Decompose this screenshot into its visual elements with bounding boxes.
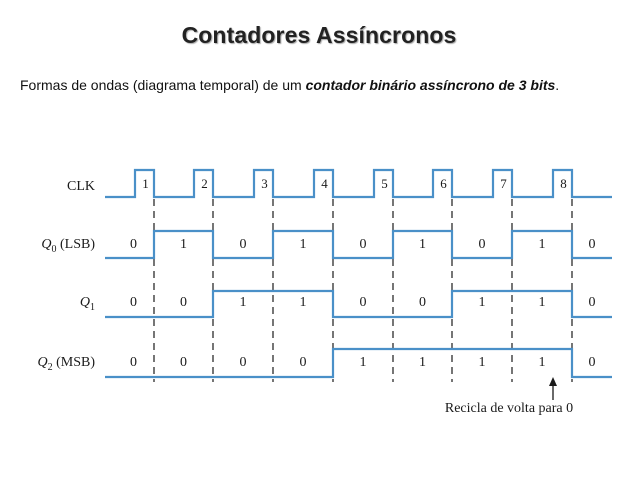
state-bit: 1 [538, 237, 546, 252]
state-bit: 1 [478, 295, 486, 310]
state-bit: 1 [239, 295, 247, 310]
clk-pulse-number: 4 [321, 176, 328, 191]
state-bit: 0 [359, 237, 367, 252]
q0-label: $Q_0$ (LSB) [41, 237, 95, 255]
state-bit: 0 [180, 355, 187, 370]
description-end: . [555, 77, 560, 93]
clk-label: CLK [67, 179, 95, 194]
state-bit: 1 [359, 355, 367, 370]
state-bit: 0 [130, 355, 137, 370]
state-bit: 0 [588, 355, 596, 370]
state-bit: 0 [359, 295, 367, 310]
state-bit: 0 [130, 237, 137, 252]
recycle-note: Recicla de volta para 0 [444, 401, 574, 416]
clk-pulse-number: 3 [261, 176, 268, 191]
clk-waveform [105, 170, 612, 197]
state-bit: 1 [419, 237, 426, 252]
clk-pulse-number: 6 [440, 176, 447, 191]
description-text: Formas de ondas (diagrama temporal) de um [20, 77, 306, 93]
slide-title: Contadores Assíncronos [181, 22, 457, 48]
state-bit: 0 [299, 355, 307, 370]
state-bit: 1 [299, 295, 307, 310]
recycle-arrow [549, 377, 557, 400]
state-bit: 1 [299, 237, 307, 252]
state-bit: 1 [180, 237, 187, 252]
state-bit: 0 [588, 295, 596, 310]
state-bit: 1 [538, 295, 546, 310]
clk-pulse-number: 1 [142, 176, 149, 191]
clk-pulse-number: 7 [500, 176, 507, 191]
state-bit: 0 [239, 237, 247, 252]
state-bit: 1 [478, 355, 486, 370]
state-bit: 1 [419, 355, 426, 370]
waveforms [105, 170, 612, 377]
clock-pulse-numbers [142, 176, 567, 191]
state-bit: 0 [180, 295, 187, 310]
q1-label: $Q_1$ [79, 295, 95, 313]
state-bit: 0 [588, 237, 596, 252]
clk-pulse-number: 8 [560, 176, 567, 191]
description-emphasis: contador binário assíncrono de 3 bits [305, 77, 556, 93]
clk-pulse-number: 2 [201, 176, 208, 191]
state-bit: 1 [538, 355, 546, 370]
clk-pulse-number: 5 [381, 176, 388, 191]
state-bit: 0 [478, 237, 486, 252]
state-bit: 0 [239, 355, 247, 370]
state-bit: 0 [130, 295, 137, 310]
state-bit: 0 [419, 295, 426, 310]
q2-label: $Q_2$ (MSB) [37, 355, 95, 373]
